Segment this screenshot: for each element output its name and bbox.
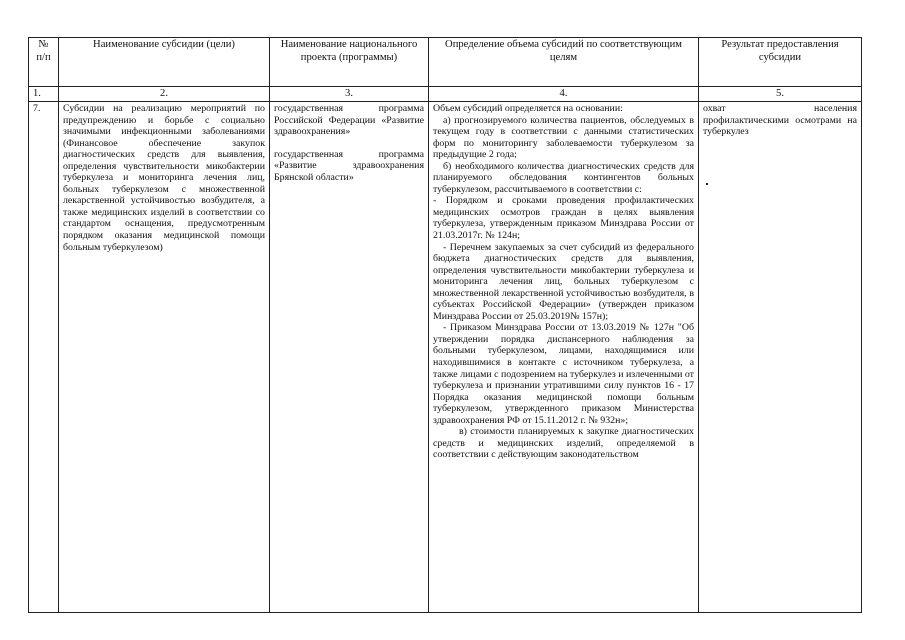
volume-item-b2: - Перечнем закупаемых за счет субсидий из федерального бюджета диагностических средств для выявления, определения чувствительности микобактерии туберкулеза и мониторинга лечения лиц, больных туберкулезом с множественной лекарственной устойчивостью возбудителя, в субъектах Российской Федерации» (утвержден приказом Минздрава России от 25.03.2019№ 157н); — [433, 241, 694, 322]
column-number-row — [29, 87, 862, 102]
column-number: 5. — [699, 87, 862, 102]
volume-item-a: а) прогнозируемого количества пациентов, обследуемых в текущем году в соответствии с данными статистических форм по мониторингу заболеваемости туберкулезом за предыдущие 2 года; — [433, 114, 694, 161]
header-national-project: Наименование национального проекта (программы) — [270, 38, 429, 87]
subsidy-name-cell: Субсидии на реализацию мероприятий по предупреждению и борьбе с социально значимыми инфекционными заболеваниями (Финансовое обеспечение закупок диагностических средств для выявления, определения чувствительности микобактерии туберкулеза и мониторинга лечения лиц, больных туберкулезом с множественной лекарственной устойчивостью возбудителя, а также медицинских изделий в соответствии со стандартом оснащения, предусмотренным порядком оказания медицинской помощи больным туберкулезом) — [59, 102, 270, 613]
volume-intro: Объем субсидий определяется на основании: — [433, 103, 623, 114]
volume-item-c: в) стоимости планируемых к закупке диагностических средств и медицинских изделий, определяемой в соответствии с действующим законодательством — [433, 426, 694, 461]
volume-determination-cell — [429, 102, 699, 613]
row-number: 7. — [29, 102, 59, 613]
national-project-cell — [270, 102, 429, 613]
scan-mark — [706, 183, 708, 185]
header-result: Результат предоставления субсидии — [699, 38, 862, 87]
project-federal: государственная программа Российской Федерации «Развитие здравоохранения» — [274, 103, 424, 138]
table-row — [29, 102, 862, 613]
column-number: 3. — [270, 87, 429, 102]
table-header-row — [29, 38, 862, 87]
volume-item-b: б) необходимого количества диагностических средств для планируемого обследования контингентов больных туберкулезом, рассчитываемого в соответствии с: — [433, 160, 694, 195]
header-volume-determination: Определение объема субсидий по соответствующим целям — [429, 38, 699, 87]
column-number: 4. — [429, 87, 699, 102]
column-number: 2. — [59, 87, 270, 102]
subsidy-table — [28, 37, 862, 613]
volume-item-b1: - Порядком и сроками проведения профилактических медицинских осмотров граждан в целях выявления туберкулеза, утвержденным приказом Минздрава России от 21.03.2017г. № 124н; — [433, 195, 694, 242]
volume-item-b3: - Приказом Минздрава России от 13.03.2019 № 127н "Об утверждении порядка диспансерного наблюдения за больными туберкулезом, лицами, находящимися или находившимися в контакте с источником туберкулеза, а также лицами с подозрением на туберкулез и излеченными от туберкулеза и признании утратившими силу пунктов 16 - 17 Порядка оказания медицинской помощи больным туберкулезом, утвержденного приказом Министерства здравоохранения РФ от 15.11.2012 г. № 932н»; — [433, 322, 694, 426]
header-number: № п/п — [29, 38, 59, 87]
result-cell: охват населения профилактическими осмотрами на туберкулез — [699, 102, 862, 613]
header-subsidy-name: Наименование субсидии (цели) — [59, 38, 270, 87]
project-regional: государственная программа «Развитие здравоохранения Брянской области» — [274, 148, 424, 183]
column-number: 1. — [29, 87, 59, 102]
